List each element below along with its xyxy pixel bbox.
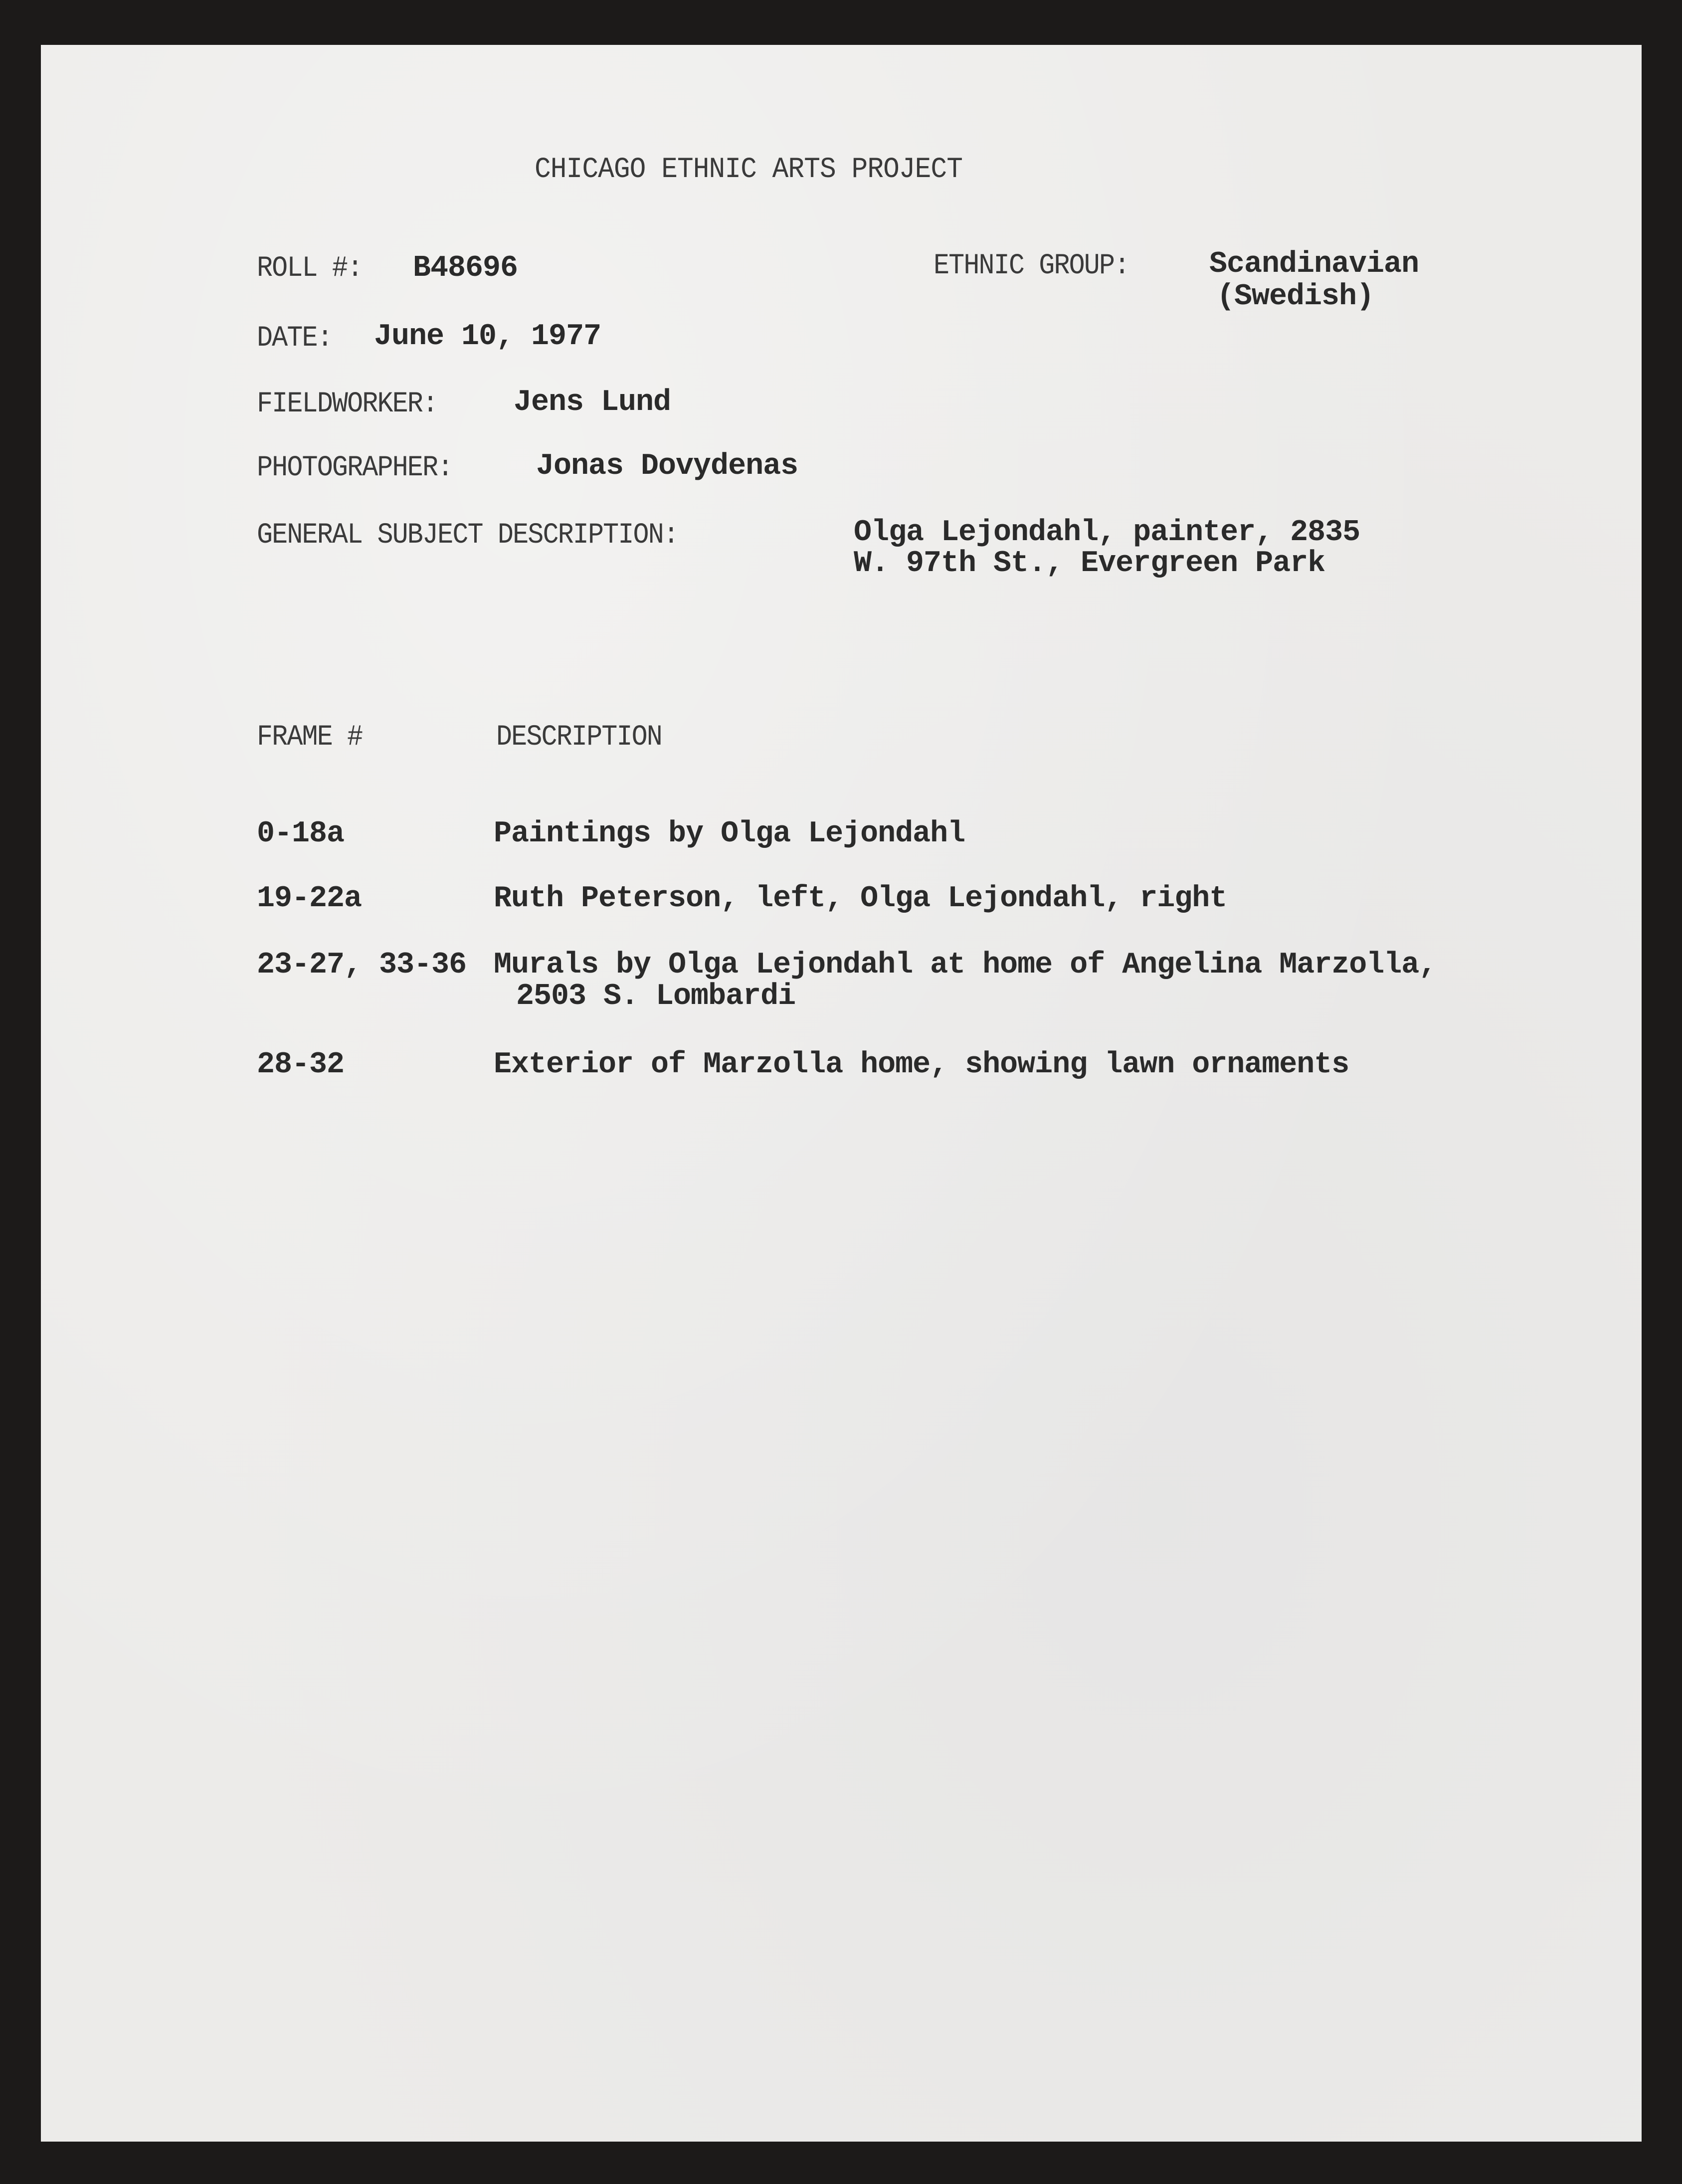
frame-number: 0-18a (257, 817, 345, 851)
photographer-label: PHOTOGRAPHER: (257, 452, 453, 484)
frame-description: Paintings by Olga Lejondahl (494, 817, 965, 851)
frame-description: Exterior of Marzolla home, showing lawn ornaments (494, 1048, 1349, 1082)
document-title: CHICAGO ETHNIC ARTS PROJECT (535, 154, 962, 186)
general-subject-label: GENERAL SUBJECT DESCRIPTION: (257, 519, 679, 552)
photographer-value: Jonas Dovydenas (536, 449, 798, 483)
frame-description: Murals by Olga Lejondahl at home of Angelina Marzolla, (494, 948, 1437, 982)
description-column-header: DESCRIPTION (496, 721, 662, 754)
roll-value: B48696 (413, 251, 518, 285)
date-value: June 10, 1977 (374, 320, 601, 354)
fieldworker-label: FIELDWORKER: (257, 388, 438, 420)
ethnic-group-value-sub: (Swedish) (1217, 280, 1374, 314)
frame-column-header: FRAME # (257, 721, 363, 754)
roll-label: ROLL #: (257, 252, 363, 285)
ethnic-group-label: ETHNIC GROUP: (934, 250, 1129, 282)
date-label: DATE: (257, 322, 332, 355)
general-subject-value: Olga Lejondahl, painter, 2835 (854, 516, 1360, 550)
general-subject-value-line2: W. 97th St., Evergreen Park (854, 547, 1325, 581)
fieldworker-value: Jens Lund (514, 386, 671, 419)
frame-number: 19-22a (257, 882, 362, 916)
frame-description-line2: 2503 S. Lombardi (516, 980, 796, 1013)
ethnic-group-value: Scandinavian (1209, 247, 1419, 281)
frame-description: Ruth Peterson, left, Olga Lejondahl, right (494, 882, 1227, 916)
frame-number: 23-27, 33-36 (257, 948, 467, 982)
document-page (41, 45, 1642, 2142)
frame-number: 28-32 (257, 1048, 345, 1082)
